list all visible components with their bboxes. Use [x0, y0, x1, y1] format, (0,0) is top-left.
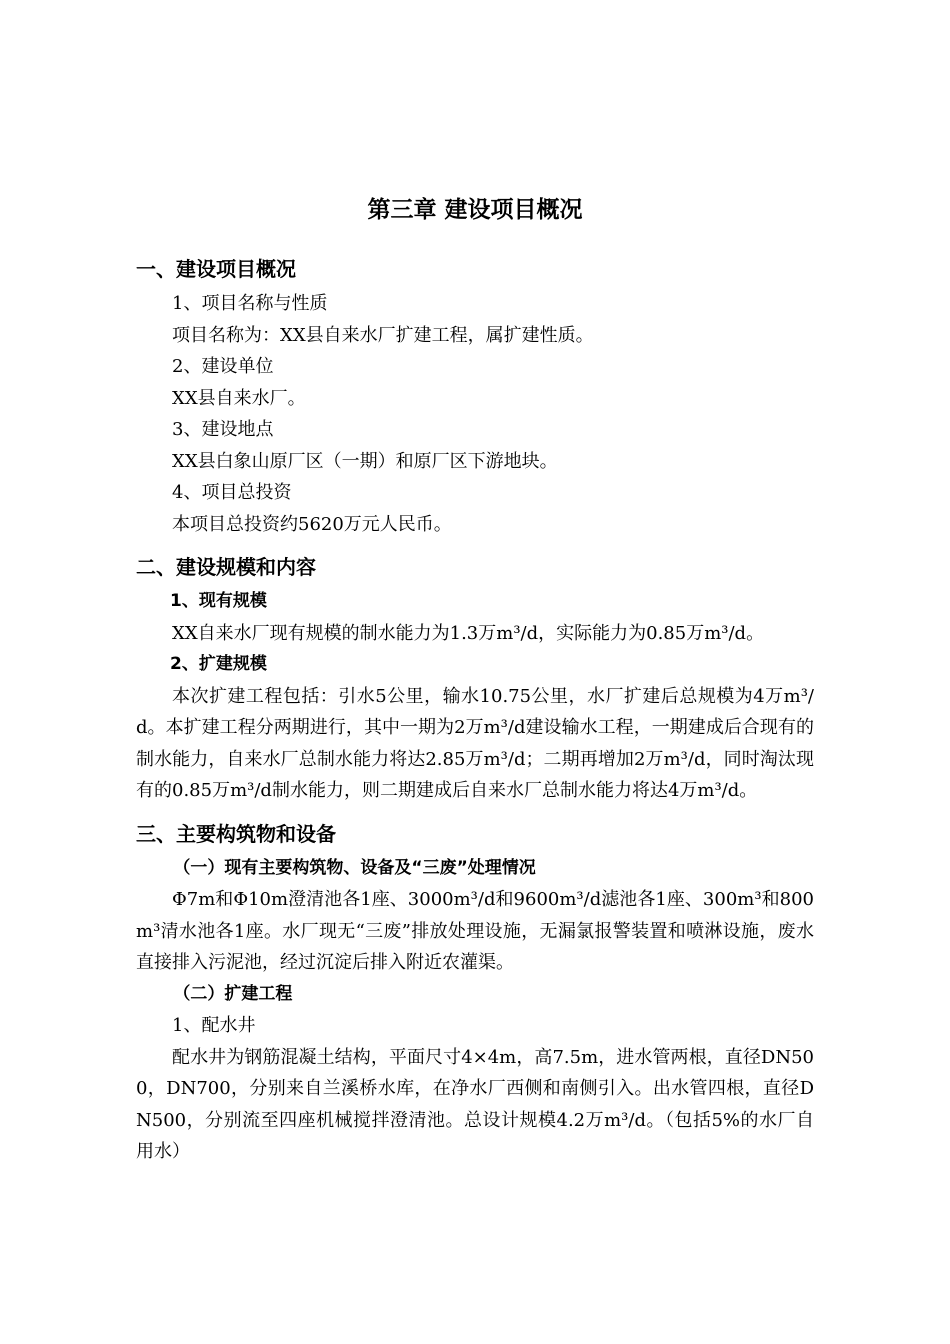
paragraph: XX县白象山原厂区（一期）和原厂区下游地块。: [172, 450, 558, 472]
paragraph: 3、建设地点: [172, 419, 274, 440]
subheading-expansion-works: （二）扩建工程: [173, 983, 293, 1004]
paragraph: 4、项目总投资: [172, 482, 292, 503]
paragraph: 项目名称为：XX县自来水厂扩建工程，属扩建性质。: [172, 324, 594, 346]
paragraph: XX自来水厂现有规模的制水能力为1.3万m³/d，实际能力为0.85万m³/d。: [172, 622, 765, 644]
section-heading-overview: 一、建设项目概况: [136, 257, 296, 281]
section-heading-scale: 二、建设规模和内容: [136, 555, 316, 579]
paragraph: 本项目总投资约5620万元人民币。: [172, 513, 452, 535]
subheading-existing-structures: （一）现有主要构筑物、设备及“三废”处理情况: [173, 857, 536, 878]
paragraph: 配水井为钢筋混凝土结构，平面尺寸4×4m，高7.5m，进水管两根，直径DN500，DN700，分别来自兰溪桥水库，在净水厂西侧和南侧引入。出水管四根，直径DN500，分别流至四座机械搅拌澄清池。总设计规模4.2万m³/d。（包括5%的水厂自用水）: [136, 1046, 814, 1162]
paragraph: Φ7m和Φ10m澄清池各1座、3000m³/d和9600m³/d滤池各1座、300m³和800m³清水池各1座。水厂现无“三废”排放处理设施，无漏氯报警装置和喷淋设施，废水直接排入污泥池，经过沉淀后排入附近农灌渠。: [136, 889, 814, 973]
paragraph: 本次扩建工程包括：引水5公里，输水10.75公里，水厂扩建后总规模为4万m³/d。本扩建工程分两期进行，其中一期为2万m³/d建设输水工程，一期建成后合现有的制水能力，自来水厂总制水能力将达2.85万m³/d；二期再增加2万m³/d，同时淘汰现有的0.85万m³/d制水能力，则二期建成后自来水厂总制水能力将达4万m³/d。: [136, 685, 814, 801]
paragraph: 2、建设单位: [172, 356, 274, 377]
chapter-title: 第三章 建设项目概况: [367, 197, 583, 223]
subheading-expansion-scale: 2、扩建规模: [170, 654, 267, 674]
paragraph: 1、项目名称与性质: [172, 293, 328, 314]
paragraph: XX县自来水厂。: [172, 387, 306, 409]
subheading-existing-scale: 1、现有规模: [170, 591, 267, 611]
section-heading-structures: 三、主要构筑物和设备: [136, 821, 336, 846]
paragraph: 1、配水井: [172, 1015, 256, 1036]
